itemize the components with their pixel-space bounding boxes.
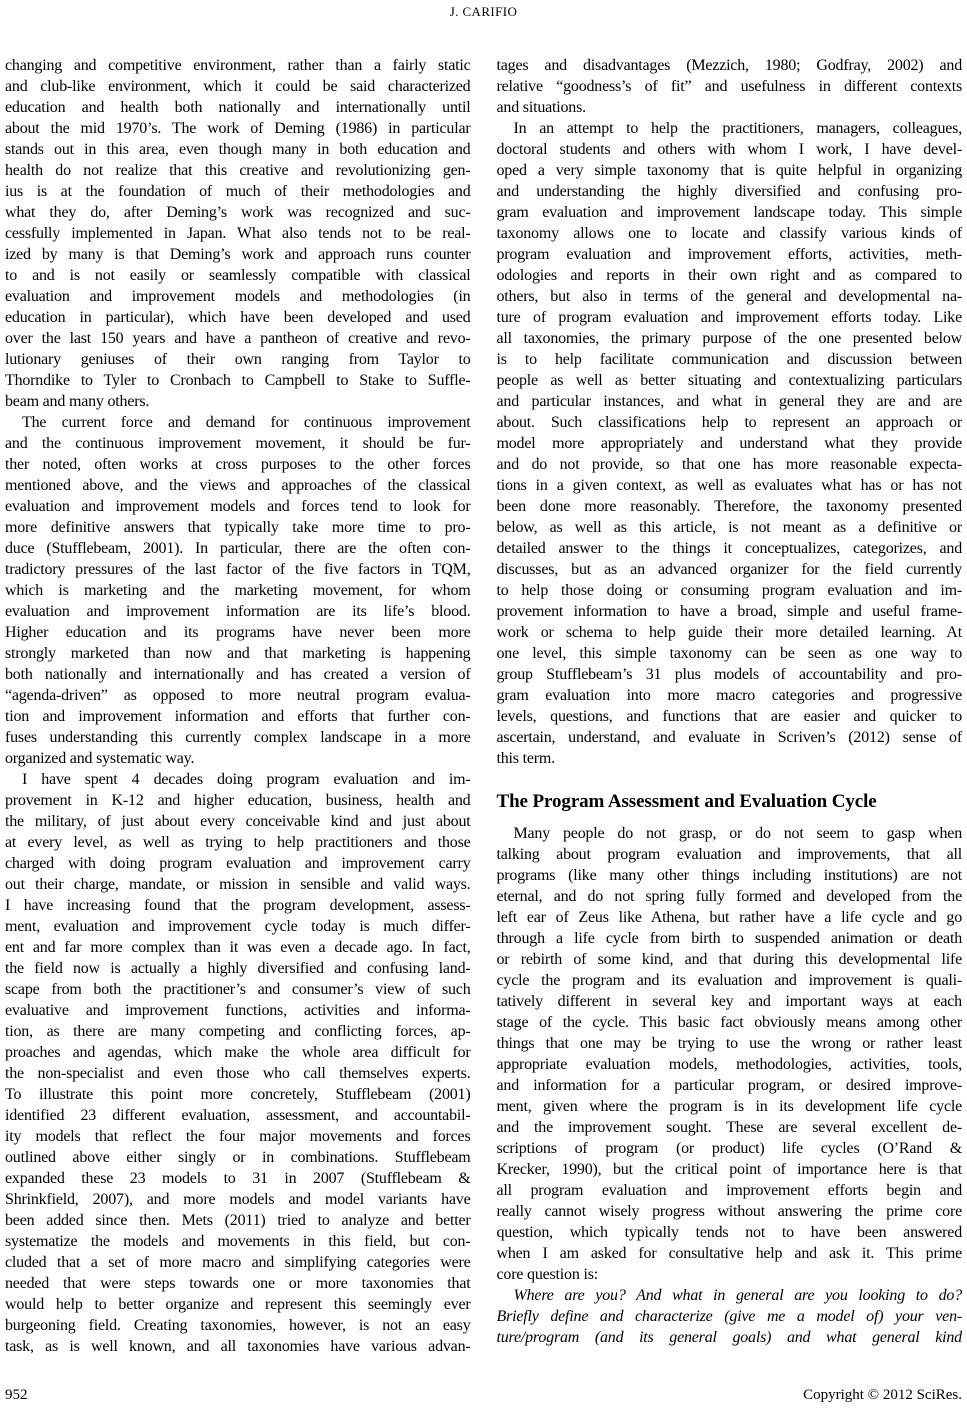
text-line: people as well as better situating and contextualizing particulars	[496, 372, 962, 389]
text-line: Thorndike to Tyler to Cronbach to Campbell to Stake to Suffle-	[5, 372, 471, 389]
text-line: relative “goodness’s of fit” and usefulness in different contexts	[496, 78, 962, 95]
text-line: which is marketing and the marketing movement, for whom	[5, 582, 471, 599]
text-line: Higher education and its programs have never been more	[5, 624, 471, 641]
text-line: proaches and agendas, which make the whole area difficult for	[5, 1044, 471, 1061]
text-line: evaluation and improvement models and methodologies (in	[5, 288, 471, 305]
text-line: and do not provide, so that one has more reasonable expecta-	[496, 456, 962, 473]
text-line: when I am asked for consultative help and ask it. This prime	[496, 1245, 962, 1262]
text-line: all taxonomies, the primary purpose of the one presented below	[496, 330, 962, 347]
text-line: taxonomy allows one to locate and classify various kinds of	[496, 225, 962, 242]
text-line: tages and disadvantages (Mezzich, 1980; Godfray, 2002) and	[496, 57, 962, 74]
text-line: scriptions of program (or product) life cycles (O’Rand &	[496, 1140, 962, 1157]
section-heading: The Program Assessment and Evaluation Cycle	[496, 791, 877, 812]
text-line: really cannot wisely progress without answering the prime core	[496, 1203, 962, 1220]
text-line: through a life cycle from birth to suspended animation or death	[496, 930, 962, 947]
text-line: duce (Stufflebeam, 2001). In particular, there are the often con-	[5, 540, 471, 557]
text-line: and understanding the highly diversified and confusing pro-	[496, 183, 962, 200]
text-line: and situations.	[496, 99, 586, 116]
text-line: at every level, as well as trying to help practitioners and those	[5, 834, 471, 851]
paragraph	[497, 55, 963, 118]
text-line: evaluation and improvement information are its life’s blood.	[5, 603, 471, 620]
text-line: scape from both the practitioner’s and consumer’s view of such	[5, 981, 471, 998]
text-line: gram evaluation into more macro categories and progressive	[496, 687, 962, 704]
text-line: lutionary geniuses of their own ranging from Taylor to	[5, 351, 471, 368]
text-line: oped a very simple taxonomy that is quite helpful in organizing	[496, 162, 962, 179]
text-line: “agenda-driven” as opposed to more neutral program evalua-	[5, 687, 471, 704]
text-line: Krecker, 1990), but the critical point of importance here is that	[496, 1161, 962, 1178]
text-line: expanded these 23 models to 31 in 2007 (Stufflebeam &	[5, 1170, 471, 1187]
text-line: group Stufflebeam’s 31 plus models of accountability and pro-	[496, 666, 962, 683]
text-line: detailed answer to the things it conceptualizes, categorizes, and	[496, 540, 962, 557]
text-line: program evaluation and improvement efforts, activities, meth-	[496, 246, 962, 263]
text-line: doctoral students and others with whom I work, I have devel-	[496, 141, 962, 158]
text-line: and the improvement sought. These are several excellent de-	[496, 1119, 962, 1136]
text-line: ascertain, understand, and evaluate in Scriven’s (2012) sense of	[496, 729, 962, 746]
text-line: Many people do not grasp, or do not seem to gasp when	[513, 825, 962, 842]
text-line: would help to better organize and represent this seemingly ever	[5, 1296, 471, 1313]
left-column	[5, 55, 471, 1357]
text-line: ity models that reflect the four major movements and forces	[5, 1128, 471, 1145]
text-line: evaluative and improvement functions, activities and informa-	[5, 1002, 471, 1019]
text-line: model more appropriately and understand what they provide	[496, 435, 962, 452]
text-line: In an attempt to help the practitioners, managers, colleagues,	[513, 120, 962, 137]
text-line: or rebirth of some kind, and that during this developmental life	[496, 951, 962, 968]
text-line: changing and competitive environment, rather than a fairly static	[5, 57, 471, 74]
text-line: strongly marketed than now and that marketing is happening	[5, 645, 471, 662]
text-line: this term.	[496, 750, 555, 767]
text-line: charged with doing program evaluation and improvement carry	[5, 855, 471, 872]
text-line: been done more reasonably. Therefore, the taxonomy presented	[496, 498, 962, 515]
text-line: cluded that a set of more macro and simplifying categories were	[5, 1254, 471, 1271]
text-line: identified 23 different evaluation, assessment, and accountabil-	[5, 1107, 471, 1124]
text-line: the non-specialist and even those who call themselves experts.	[5, 1065, 471, 1082]
text-line: organized and systematic way.	[5, 750, 195, 767]
text-line: outlined above either singly or in combinations. Stufflebeam	[5, 1149, 471, 1166]
text-line: and club-like environment, which it could be said characterized	[5, 78, 471, 95]
text-line: Where are you? And what in general are you looking to do?	[513, 1287, 962, 1304]
text-line: tradictory pressures of the last factor of the five factors in TQM,	[5, 561, 471, 578]
text-line: levels, questions, and functions that are easier and quicker to	[496, 708, 962, 725]
text-line: work or schema to help guide their more detailed learning. At	[496, 624, 962, 641]
text-line: all program evaluation and improvement efforts begin and	[496, 1182, 962, 1199]
text-line: talking about program evaluation and improvements, that all	[496, 846, 962, 863]
text-line: more definitive answers that typically take more time to pro-	[5, 519, 471, 536]
text-line: discusses, but as an advanced organizer for the field currently	[496, 561, 962, 578]
text-line: been added since then. Mets (2011) tried to analyze and better	[5, 1212, 471, 1229]
paragraph	[497, 118, 963, 769]
text-line: stage of the cycle. This basic fact obviously means among other	[496, 1014, 962, 1031]
text-line: to and is not easily or seamlessly compatible with classical	[5, 267, 471, 284]
text-line: fuses understanding this currently complex landscape in a more	[5, 729, 471, 746]
paragraph	[497, 823, 963, 1285]
text-line: task, as is well known, and all taxonomies have various advan-	[5, 1338, 471, 1355]
paragraph	[497, 1285, 963, 1348]
text-line: odologies and reports in their own right and as compared to	[496, 267, 962, 284]
text-line: tion, as there are many competing and conflicting forces, ap-	[5, 1023, 471, 1040]
text-line: The current force and demand for continuous improvement	[22, 414, 471, 431]
text-line: and particular instances, and what in general they are and are	[496, 393, 962, 410]
text-line: ment, evaluation and improvement cycle today is much differ-	[5, 918, 471, 935]
text-line: cessfully implemented in Japan. What also tends not to be real-	[5, 225, 471, 242]
text-line: out their charge, mandate, or mission in sensible and valid ways.	[5, 876, 471, 893]
text-line: ent and far more complex than it was even a decade ago. In fact,	[5, 939, 471, 956]
text-line: things that one may be trying to use the wrong or rather least	[496, 1035, 962, 1052]
text-line: programs (like many other things including institutions) are not	[496, 867, 962, 884]
text-line: needed that were steps towards one or more taxonomies that	[5, 1275, 471, 1292]
text-line: ized by many is that Deming’s work and approach runs counter	[5, 246, 471, 263]
text-line: beam and many others.	[5, 393, 150, 410]
text-line: others, but also in terms of the general and developmental na-	[496, 288, 962, 305]
text-line: is to help facilitate communication and discussion between	[496, 351, 962, 368]
text-line: ther noted, often works at cross purposes to the other forces	[5, 456, 471, 473]
text-line: provement in K-12 and higher education, business, health and	[5, 792, 471, 809]
text-line: Briefly define and characterize (give me a model of) your ven-	[496, 1308, 962, 1325]
text-line: eternal, and do not spring fully formed and developed from the	[496, 888, 962, 905]
page-number: 952	[5, 1387, 28, 1403]
text-line: ius is at the foundation of much of their methodologies and	[5, 183, 471, 200]
text-line: Shrinkfield, 2007), and more models and model variants have	[5, 1191, 471, 1208]
text-line: below, as well as this article, is not meant as a definitive or	[496, 519, 962, 536]
text-line: systematize the models and movements in this field, but con-	[5, 1233, 471, 1250]
paragraph	[5, 412, 471, 769]
text-line: one level, this simple taxonomy can be seen as one way to	[496, 645, 962, 662]
text-line: provement information to have a broad, simple and useful frame-	[496, 603, 962, 620]
text-line: about the mid 1970’s. The work of Deming (1986) in particular	[5, 120, 471, 137]
text-line: both nationally and internationally and has created a version of	[5, 666, 471, 683]
text-line: tatively different in several key and important ways at each	[496, 993, 962, 1010]
text-line: over the last 150 years and have a pantheon of creative and revo-	[5, 330, 471, 347]
text-line: left ear of Zeus like Athena, but rather have a life cycle and go	[496, 909, 962, 926]
text-line: gram evaluation and improvement landscape today. This simple	[496, 204, 962, 221]
text-line: about. Such classifications help to represent an approach or	[496, 414, 962, 431]
text-line: education in particular), which have been developed and used	[5, 309, 471, 326]
text-line: To illustrate this point more concretely, Stufflebeam (2001)	[5, 1086, 471, 1103]
text-line: and information for a particular program, or desired improve-	[496, 1077, 962, 1094]
text-line: ment, given where the program is in its development life cycle	[496, 1098, 962, 1115]
text-line: the field now is actually a highly diversified and confusing land-	[5, 960, 471, 977]
text-line: and the continuous improvement movement, it should be fur-	[5, 435, 471, 452]
text-line: I have spent 4 decades doing program evaluation and im-	[22, 771, 471, 788]
text-line: burgeoning field. Creating taxonomies, however, is not an easy	[5, 1317, 471, 1334]
running-head: J. CARIFIO	[449, 4, 518, 19]
text-line: ture of program evaluation and improvement efforts today. Like	[496, 309, 962, 326]
text-line: question, which typically tends not to have been answered	[496, 1224, 962, 1241]
text-line: mentioned above, and the views and approaches of the classical	[5, 477, 471, 494]
text-line: ture/program (and its general goals) and what general kind	[496, 1329, 962, 1346]
text-line: I have increasing found that the program development, assess-	[5, 897, 471, 914]
copyright-notice: Copyright © 2012 SciRes.	[803, 1387, 962, 1403]
text-line: health do not realize that this creative and revolutionizing gen-	[5, 162, 471, 179]
text-line: stands out in this area, even though many in both education and	[5, 141, 471, 158]
text-line: education and health both nationally and internationally until	[5, 99, 471, 116]
text-line: evaluation and improvement models and forces tend to look for	[5, 498, 471, 515]
text-line: tions in a given context, as well as evaluates what has or has not	[496, 477, 962, 494]
text-line: cycle the program and its evaluation and improvement is quali-	[496, 972, 962, 989]
paragraph	[5, 769, 471, 1357]
paragraph	[5, 55, 471, 412]
text-line: what they do, after Deming’s work was recognized and suc-	[5, 204, 471, 221]
text-line: to help those doing or consuming program evaluation and im-	[496, 582, 962, 599]
text-line: appropriate evaluation models, methodologies, activities, tools,	[496, 1056, 962, 1073]
right-column	[497, 55, 963, 1357]
text-line: core question is:	[496, 1266, 598, 1283]
text-line: the military, of just about every conceivable kind and just about	[5, 813, 471, 830]
two-column-body	[0, 55, 967, 1357]
text-line: tion and improvement information and efforts that further con-	[5, 708, 471, 725]
